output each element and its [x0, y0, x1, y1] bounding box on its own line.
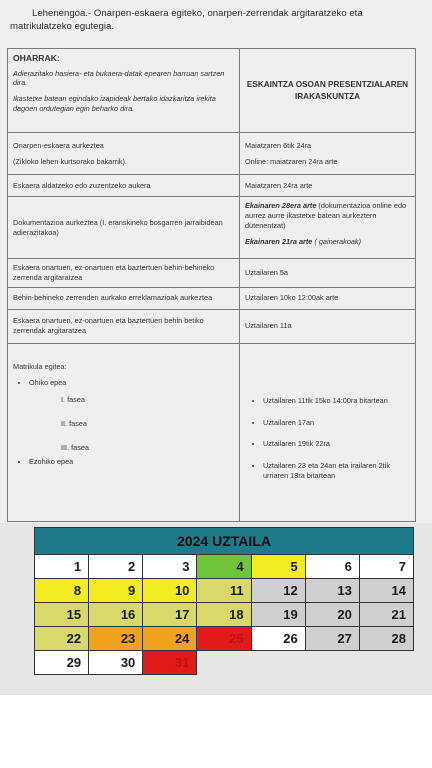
calendar-day: 18 — [197, 603, 251, 627]
table-row — [8, 133, 416, 175]
calendar-day: 26 — [251, 627, 305, 651]
enrolment-date: • Uztailaren 11tik 15ko 14:00ra bitartean — [263, 396, 410, 406]
step-cell: Eskaera onartuen, ez-onartuen eta baztertuen behin-behineko zerrenda argitaratzea — [8, 259, 240, 288]
column-header: ESKAINTZA OSOAN PRESENTZIALAREN IRAKASKUNTZA — [240, 49, 416, 133]
heading-line-1: Lehenengoa.- Onarpen-eskaera egiteko, onarpen-zerrendak argitaratzeko eta — [32, 8, 363, 19]
step-label: Onarpen-eskaera aurkeztea — [13, 140, 104, 150]
phase-3: III. fasea — [61, 443, 89, 453]
calendar-day: 8 — [35, 579, 89, 603]
notes-title: OHARRAK: — [13, 53, 60, 63]
calendar-day: 9 — [89, 579, 143, 603]
date-deadline: Ekainaren 28era arte — [245, 201, 317, 210]
date-cell: Maiatzaren 24ra arte — [240, 175, 416, 197]
step-cell: Eskaera onartuen, ez-onartuen eta baztertuen behin betiko zerrendak argitaratzea — [8, 309, 240, 343]
calendar-week — [35, 555, 414, 579]
calendar-day: 1 — [35, 555, 89, 579]
calendar-day: 15 — [35, 603, 89, 627]
calendar-day: 5 — [251, 555, 305, 579]
calendar-day: 25 — [197, 627, 251, 651]
calendar-day: 29 — [35, 651, 89, 675]
blank-area — [0, 695, 432, 768]
notes-cell — [8, 49, 240, 133]
date-value: Maiatzaren 6tik 24ra — [245, 140, 312, 150]
table-row — [8, 309, 416, 343]
calendar-day: 27 — [305, 627, 359, 651]
schedule-table — [7, 48, 416, 522]
calendar-day: 14 — [359, 579, 413, 603]
note-2: Ikastetxe batean egindako izapideak bertako idazkaritza irekita dagoen ordutegian egin beharko dira. — [13, 94, 216, 114]
calendar-day: 20 — [305, 603, 359, 627]
table-row — [8, 49, 416, 133]
step-cell: Behin-behineko zerrenden aurkako erreklamazioak aurkeztea — [8, 287, 240, 309]
calendar-day: 12 — [251, 579, 305, 603]
calendar-day: 13 — [305, 579, 359, 603]
calendar-day: 23 — [89, 627, 143, 651]
date-cell — [240, 197, 416, 259]
heading-line-2: matrikulatzeko egutegia. — [10, 21, 114, 32]
calendar-day: 21 — [359, 603, 413, 627]
calendar-area — [0, 523, 432, 695]
calendar-week — [35, 579, 414, 603]
enrolment-date: • Uztailaren 17an — [263, 418, 410, 428]
calendar-day: 10 — [143, 579, 197, 603]
table-row — [8, 287, 416, 309]
calendar-week — [35, 603, 414, 627]
enrolment-date: • Uztailaren 19tik 22ra — [263, 439, 410, 449]
calendar-day: 19 — [251, 603, 305, 627]
calendar-day: 31 — [143, 651, 197, 675]
date-note: ( gainerakoak) — [312, 236, 362, 246]
calendar-day: 4 — [197, 555, 251, 579]
date-note: (dokumentazioa online edo aurrez aurre ikastetxe batean aurkeztern dutenentzat) — [245, 201, 407, 230]
table-row — [8, 259, 416, 288]
table-row — [8, 175, 416, 197]
date-deadline: Ekainaren 21ra arte — [245, 236, 313, 246]
step-cell: Eskaera aldatzeko edo zuzentzeko aukera — [8, 175, 240, 197]
calendar-day: 3 — [143, 555, 197, 579]
date-cell — [240, 133, 416, 175]
calendar-day: 17 — [143, 603, 197, 627]
calendar-day: 16 — [89, 603, 143, 627]
table-row — [8, 343, 416, 521]
calendar-week — [35, 627, 414, 651]
calendar-day: 11 — [197, 579, 251, 603]
calendar-day: 24 — [143, 627, 197, 651]
extraordinary-period: • Ezohiko epea — [29, 457, 234, 467]
calendar-week — [35, 651, 414, 675]
date-cell: Uztailaren 10ko 12:00ak arte — [240, 287, 416, 309]
phase-2: II. fasea — [61, 419, 87, 429]
calendar-day: 6 — [305, 555, 359, 579]
date-value-online: Online: maiatzaren 24ra arte — [245, 156, 338, 166]
calendar-day: 30 — [89, 651, 143, 675]
enrolment-dates-cell — [240, 343, 416, 521]
enrolment-date: • Uztailaren 23 eta 24an eta irailaren 2tik urriaren 18ra bitartean — [263, 461, 410, 481]
date-cell: Uztailaren 11a — [240, 309, 416, 343]
enrolment-cell — [8, 343, 240, 521]
table-row — [8, 197, 416, 259]
calendar-day: 2 — [89, 555, 143, 579]
calendar-title: 2024 UZTAILA — [35, 528, 414, 555]
calendar-day: 28 — [359, 627, 413, 651]
step-cell: Dokumentazioa aurkeztea (I. eranskineko bosgarren jarraibidean adierazitakoa) — [8, 197, 240, 259]
calendar-day: 7 — [359, 555, 413, 579]
date-cell: Uztailaren 5a — [240, 259, 416, 288]
step-note: (Zikloko lehen kurtsorako bakarrik). — [13, 156, 127, 166]
step-cell — [8, 133, 240, 175]
note-1: Adierazitako hasiera- eta bukaera-datak epearen barruan sartzen dira. — [13, 68, 225, 88]
enrolment-title: Matrikula egitea: — [13, 361, 67, 371]
ordinary-period: • Ohiko epea I. fasea II. fasea III. fasea — [29, 378, 234, 453]
phase-1: I. fasea — [61, 395, 85, 405]
calendar-day: 22 — [35, 627, 89, 651]
document-heading — [10, 7, 420, 33]
july-calendar — [34, 527, 414, 675]
